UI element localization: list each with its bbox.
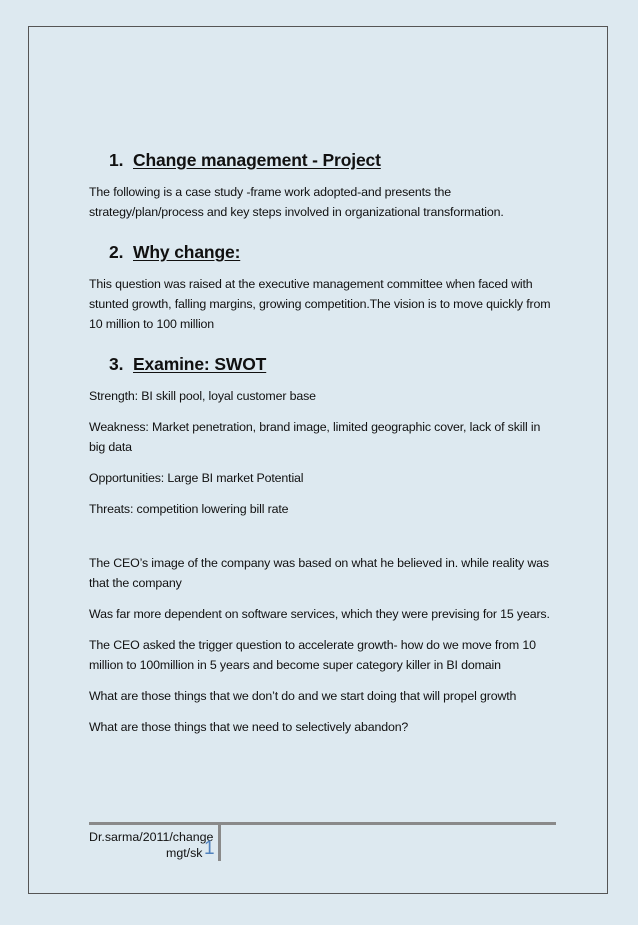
paragraph: This question was raised at the executive management committee when faced with stunted growth, falling margins, growing competition.The vision is to move quickly from 10 million to 100 million [89, 277, 551, 331]
paragraph: Weakness: Market penetration, brand image, limited geographic cover, lack of skill in big data [89, 420, 541, 454]
footer-divider [218, 822, 221, 861]
paragraph: The following is a case study -frame work adopted-and presents the strategy/plan/process and key steps involved in organizational transformation. [89, 185, 504, 219]
paragraph: The CEO’s image of the company was based on what he believed in. while reality was that the company [89, 556, 549, 590]
footer-rule [89, 822, 556, 825]
paragraph: What are those things that we need to selectively abandon? [89, 720, 409, 734]
paragraph: Was far more dependent on software services, which they were prevising for 15 years. [89, 607, 550, 621]
section-heading-3: 3. Examine: SWOT [109, 354, 267, 374]
footer-author: Dr.sarma/2011/change [89, 830, 214, 844]
section-heading-2: 2. Why change: [109, 242, 241, 262]
paragraph: Strength: BI skill pool, loyal customer base [89, 389, 316, 403]
paragraph: The CEO asked the trigger question to accelerate growth- how do we move from 10 million to 100million in 5 years and become super category killer in BI domain [89, 638, 536, 672]
footer-author-cont: mgt/sk [166, 846, 203, 860]
document-content [89, 148, 559, 748]
spacer [89, 530, 559, 553]
section-heading-1: 1. Change management - Project [109, 150, 381, 170]
paragraph: Threats: competition lowering bill rate [89, 502, 289, 516]
paragraph: What are those things that we don’t do and we start doing that will propel growth [89, 689, 517, 703]
paragraph: Opportunities: Large BI market Potential [89, 471, 304, 485]
page-number: 1 [204, 838, 215, 859]
